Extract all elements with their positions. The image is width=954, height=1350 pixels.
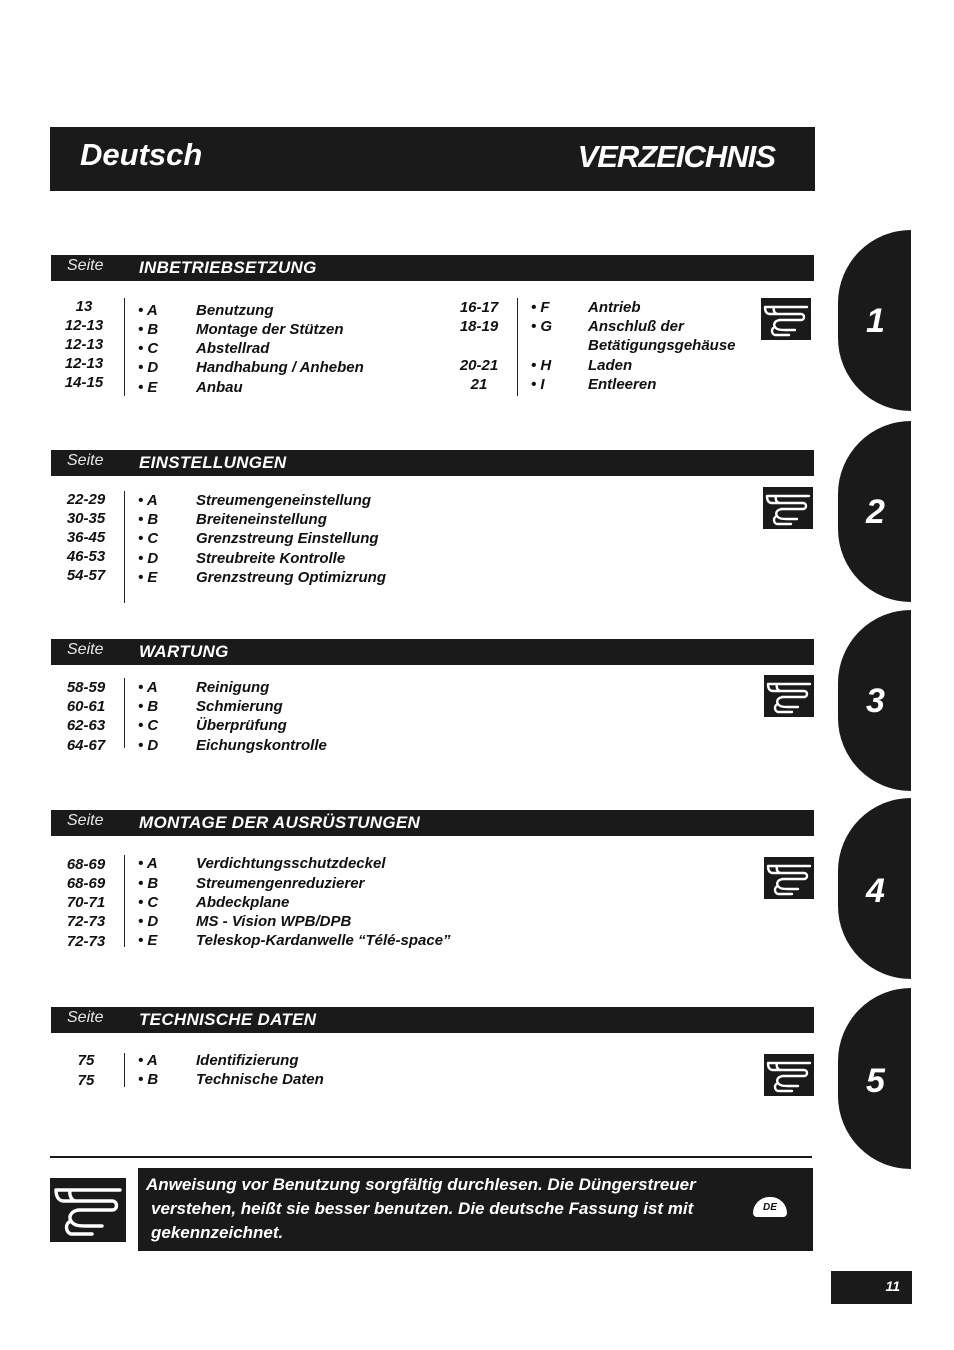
- item-letter: • D: [138, 913, 159, 930]
- page-title: VERZEICHNIS: [577, 139, 775, 174]
- item-letter: • C: [138, 530, 159, 547]
- notice-line: Anweisung vor Benutzung sorgfältig durchlesen. Die Düngerstreuer: [146, 1175, 696, 1194]
- page-range: 30-35: [66, 510, 106, 527]
- divider-line: [124, 678, 125, 748]
- toc-entry[interactable]: Streubreite Kontrolle: [196, 550, 346, 567]
- item-letter: • B: [138, 698, 159, 715]
- toc-entry[interactable]: Grenzstreung Optimizrung: [196, 569, 387, 586]
- toc-entry[interactable]: Verdichtungsschutzdeckel: [196, 855, 386, 872]
- page-range: 64-67: [66, 737, 106, 754]
- item-letter: • A: [138, 492, 158, 509]
- divider-line: [517, 298, 518, 396]
- page-range: 21: [470, 376, 488, 393]
- item-letter: • B: [138, 511, 159, 528]
- tab-number: 5: [866, 1062, 885, 1100]
- page-range: 12-13: [64, 355, 104, 372]
- item-letter: • C: [138, 717, 159, 734]
- item-letter: • D: [138, 737, 159, 754]
- section-bar-inbetriebsetzung: [51, 255, 814, 281]
- toc-entry[interactable]: Streumengeneinstellung: [196, 492, 372, 509]
- toc-entry[interactable]: Anschluß der: [588, 318, 684, 335]
- toc-entry[interactable]: Streumengenreduzierer: [196, 875, 365, 892]
- page-range: 72-73: [66, 913, 106, 930]
- page-range: 14-15: [64, 374, 104, 391]
- de-language-badge: DE: [753, 1197, 787, 1217]
- page-range: 20-21: [459, 357, 499, 374]
- section-bar-technische-daten: [51, 1007, 814, 1033]
- pointing-hand-icon: [50, 1178, 126, 1242]
- section-title: INBETRIEBSETZUNG: [139, 258, 317, 277]
- toc-entry[interactable]: Technische Daten: [196, 1071, 324, 1088]
- page-range: 70-71: [66, 894, 106, 911]
- toc-entry[interactable]: Anbau: [196, 379, 243, 396]
- page-number-box: [831, 1271, 912, 1304]
- seite-label: Seite: [67, 452, 104, 469]
- item-letter: • A: [138, 855, 158, 872]
- item-letter: • A: [138, 1052, 158, 1069]
- pointing-hand-icon: [764, 1054, 814, 1096]
- toc-entry[interactable]: Entleeren: [588, 376, 657, 393]
- toc-entry[interactable]: Teleskop-Kardanwelle “Télé-space”: [196, 932, 451, 949]
- section-title: EINSTELLUNGEN: [139, 453, 287, 472]
- page-range: 60-61: [66, 698, 106, 715]
- item-letter: • D: [138, 550, 159, 567]
- page-range: 68-69: [66, 856, 106, 873]
- tab-number: 3: [866, 682, 885, 720]
- item-letter: • A: [138, 302, 158, 319]
- toc-entry[interactable]: Überprüfung: [196, 717, 287, 734]
- page-range: 54-57: [66, 567, 106, 584]
- section-title: TECHNISCHE DATEN: [139, 1010, 317, 1029]
- toc-entry[interactable]: Laden: [588, 357, 633, 374]
- seite-label: Seite: [67, 812, 104, 829]
- divider-line: [124, 298, 125, 396]
- tab-number: 4: [866, 872, 885, 910]
- seite-label: Seite: [67, 641, 104, 658]
- page-range: 62-63: [66, 717, 106, 734]
- toc-entry[interactable]: Reinigung: [196, 679, 270, 696]
- page-range: 12-13: [64, 317, 104, 334]
- toc-entry[interactable]: Montage der Stützen: [196, 321, 344, 338]
- item-letter: • D: [138, 359, 159, 376]
- section-title: MONTAGE DER AUSRÜSTUNGEN: [139, 813, 421, 832]
- tab-number: 1: [866, 302, 885, 340]
- tab-section-5[interactable]: [838, 988, 911, 1169]
- section-bar-wartung: [51, 639, 814, 665]
- divider-line: [124, 491, 125, 603]
- page-range: 75: [77, 1052, 95, 1069]
- page-range: 36-45: [66, 529, 106, 546]
- toc-entry[interactable]: Identifizierung: [196, 1052, 299, 1069]
- page-number: 11: [885, 1278, 900, 1294]
- page-range: 46-53: [66, 548, 106, 565]
- toc-entry[interactable]: Breiteneinstellung: [196, 511, 327, 528]
- page-range: 22-29: [66, 491, 106, 508]
- toc-entry[interactable]: Grenzstreung Einstellung: [196, 530, 379, 547]
- tab-section-3[interactable]: [838, 610, 911, 791]
- page-range: 68-69: [66, 875, 106, 892]
- pointing-hand-icon: [761, 298, 811, 340]
- item-letter: • F: [531, 299, 550, 316]
- section-bar-einstellungen: [51, 450, 814, 476]
- item-letter: • B: [138, 1071, 159, 1088]
- header-bar: [50, 127, 815, 191]
- item-letter: • H: [531, 357, 552, 374]
- pointing-hand-icon: [763, 487, 813, 529]
- item-letter: • E: [138, 569, 158, 586]
- toc-entry[interactable]: Schmierung: [196, 698, 283, 715]
- pointing-hand-icon: [764, 857, 814, 899]
- page-range: 58-59: [66, 679, 106, 696]
- page-range: 13: [75, 298, 93, 315]
- page-range: 72-73: [66, 933, 106, 950]
- pointing-hand-icon: [764, 675, 814, 717]
- toc-entry[interactable]: Handhabung / Anheben: [196, 359, 364, 376]
- notice-box: [138, 1168, 813, 1251]
- tab-section-2[interactable]: [838, 421, 911, 602]
- page-range: 75: [77, 1072, 95, 1089]
- toc-entry-continued: Betätigungsgehäuse: [588, 337, 736, 354]
- notice-text: [146, 1173, 746, 1245]
- item-letter: • A: [138, 679, 158, 696]
- item-letter: • E: [138, 379, 158, 396]
- item-letter: • B: [138, 875, 159, 892]
- item-letter: • G: [531, 318, 553, 335]
- page-range: 12-13: [64, 336, 104, 353]
- section-title: WARTUNG: [139, 642, 229, 661]
- tab-number: 2: [866, 493, 885, 531]
- language-title: Deutsch: [80, 137, 203, 172]
- item-letter: • E: [138, 932, 158, 949]
- item-letter: • B: [138, 321, 159, 338]
- toc-entry[interactable]: Abstellrad: [196, 340, 270, 357]
- tab-section-1[interactable]: [838, 230, 911, 411]
- toc-entry[interactable]: Abdeckplane: [196, 894, 290, 911]
- toc-entry[interactable]: Eichungskontrolle: [196, 737, 327, 754]
- toc-entry[interactable]: Benutzung: [196, 302, 274, 319]
- toc-entry[interactable]: Antrieb: [588, 299, 641, 316]
- section-bar-montage: [51, 810, 814, 836]
- divider-line: [124, 1053, 125, 1087]
- notice-line: verstehen, heißt sie besser benutzen. Die deutsche Fassung ist mit: [151, 1199, 694, 1218]
- toc-entry[interactable]: MS - Vision WPB/DPB: [196, 913, 352, 930]
- tab-section-4[interactable]: [838, 798, 911, 979]
- divider-line: [124, 855, 125, 947]
- item-letter: • C: [138, 894, 159, 911]
- seite-label: Seite: [67, 257, 104, 274]
- page-range: 18-19: [459, 318, 499, 335]
- item-letter: • C: [138, 340, 159, 357]
- divider: [50, 1156, 812, 1158]
- seite-label: Seite: [67, 1009, 104, 1026]
- item-letter: • I: [531, 376, 545, 393]
- page-range: 16-17: [459, 299, 499, 316]
- notice-line: gekennzeichnet.: [151, 1223, 284, 1242]
